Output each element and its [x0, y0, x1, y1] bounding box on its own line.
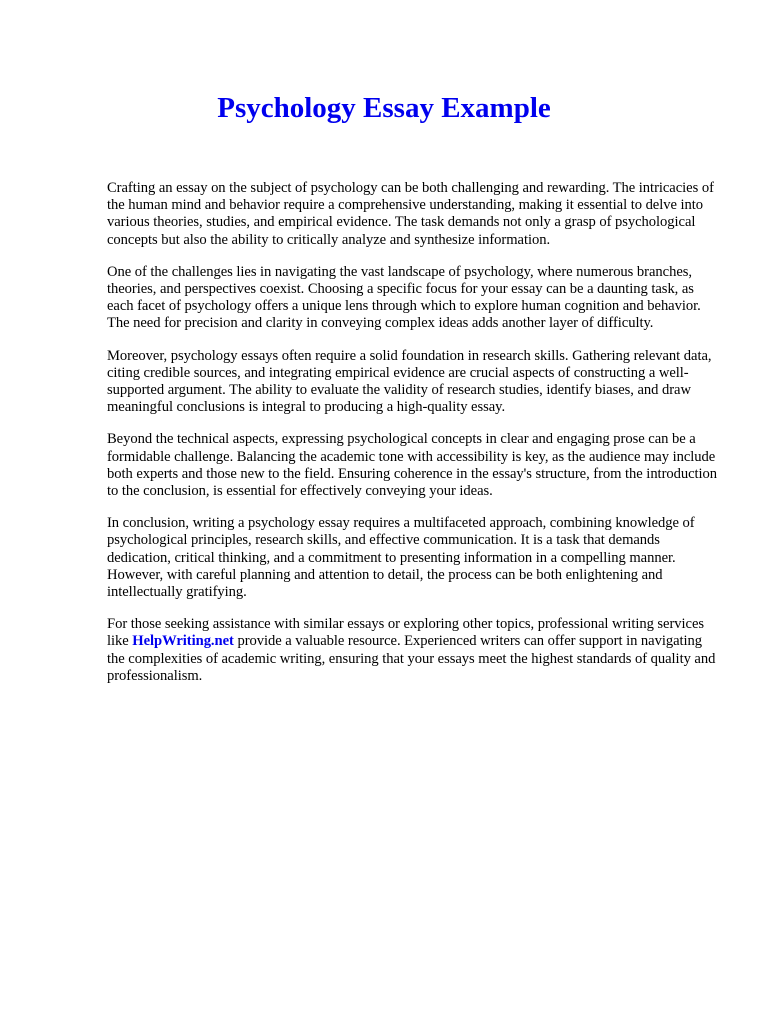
essay-body — [107, 180, 719, 700]
page-title: Psychology Essay Example — [217, 92, 551, 124]
paragraph-1: Crafting an essay on the subject of psychology can be both challenging and rewarding. The intricacies of the human mind and behavior require a comprehensive understanding, making it essential to delve into various theories, studies, and empirical evidence. The task demands not only a grasp of psychological concepts but also the ability to critically analyze and synthesize information. — [107, 180, 714, 248]
paragraph-5: In conclusion, writing a psychology essay requires a multifaceted approach, combining knowledge of psychological principles, research skills, and effective communication. It is a task that demands dedication, critical thinking, and a commitment to presenting information in a compelling manner. However, with careful planning and attention to detail, the process can be both enlightening and intellectually gratifying. — [107, 515, 695, 601]
paragraph-3: Moreover, psychology essays often require a solid foundation in research skills. Gathering relevant data, citing credible sources, and integrating empirical evidence are crucial aspects of constructing a well-supported argument. The ability to evaluate the validity of research studies, identify biases, and draw meaningful conclusions is integral to producing a high-quality essay. — [107, 347, 712, 416]
paragraph-2: One of the challenges lies in navigating the vast landscape of psychology, where numerous branches, theories, and perspectives coexist. Choosing a specific focus for your essay can be a daunting task, as each facet of psychology offers a unique lens through which to explore human cognition and behavior. The need for precision and clarity in conveying complex ideas adds another layer of difficulty. — [107, 263, 701, 332]
paragraph-6-lead: For those seeking assistance with similar essays or exploring other topics, professional writing services like — [107, 616, 705, 650]
helpwriting-link[interactable]: HelpWriting.net — [132, 633, 234, 650]
paragraph-6 — [107, 616, 719, 685]
paragraph-6-tail: provide a valuable resource. Experienced writers can offer support in navigating the complexities of academic writing, ensuring that your essays meet the highest standards of quality and professionalism. — [107, 633, 716, 684]
paragraph-4: Beyond the technical aspects, expressing psychological concepts in clear and engaging prose can be a formidable challenge. Balancing the academic tone with accessibility is key, as the audience may include both experts and those new to the field. Ensuring coherence in the essay's structure, from the introduction to the conclusion, is essential for effectively conveying your ideas. — [107, 431, 718, 500]
